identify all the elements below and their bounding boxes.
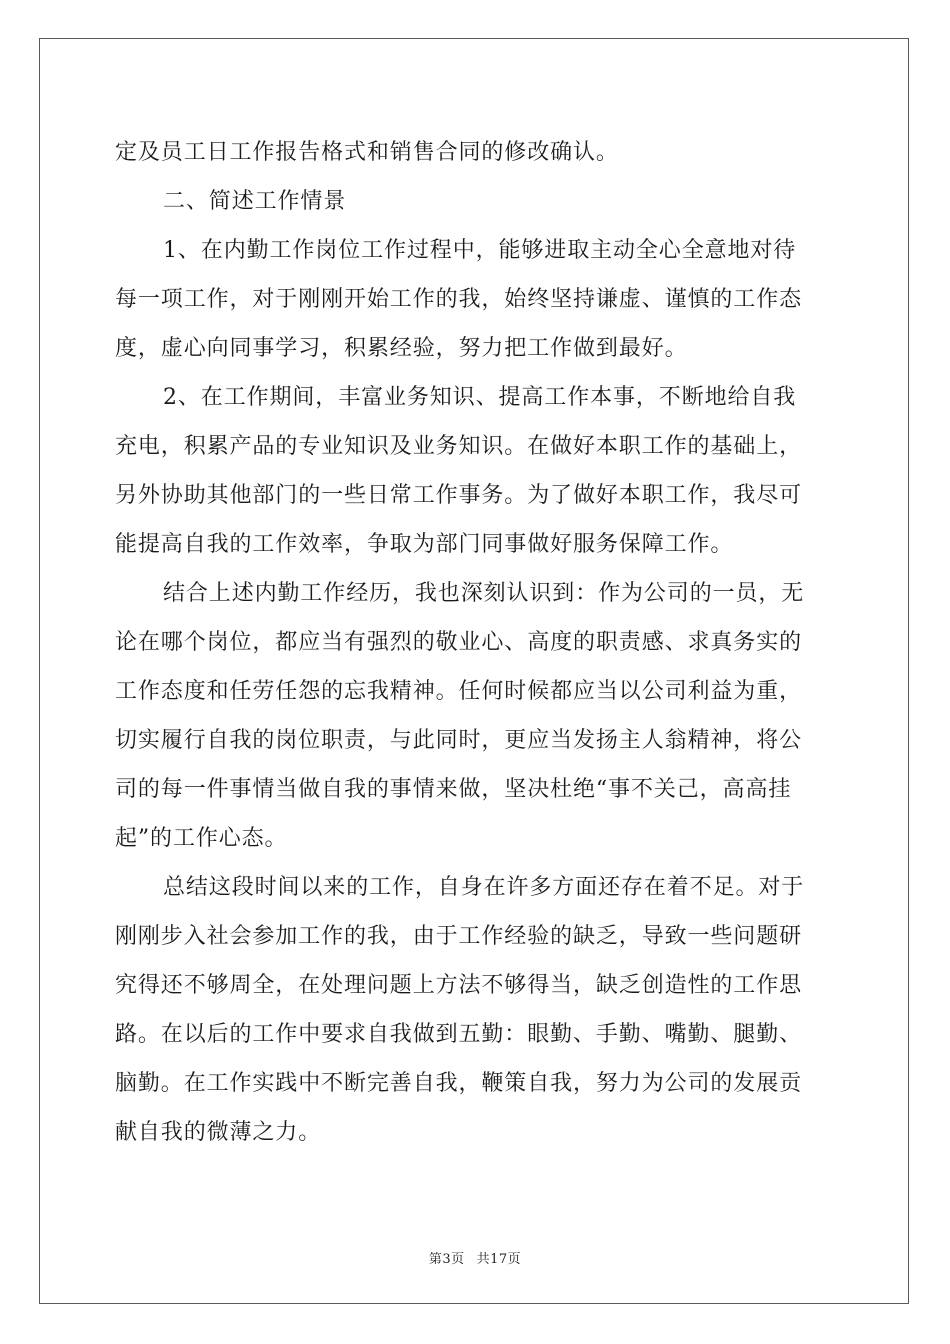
text-line: 司的每一件事情当做自我的事情来做，坚决杜绝“事不关己，高高挂: [115, 777, 792, 802]
text-line: 论在哪个岗位，都应当有强烈的敬业心、高度的职责感、求真务实的: [115, 630, 803, 655]
page-footer: [0, 1248, 950, 1267]
text-line: 定及员工日工作报告格式和销售合同的修改确认。: [115, 140, 619, 165]
text-line: 另外协助其他部门的一些日常工作事务。为了做好本职工作，我尽可: [115, 483, 803, 508]
page-number: 第3页: [428, 1252, 465, 1267]
text-line: 工作态度和任劳任怨的忘我精神。任何时候都应当以公司利益为重，: [115, 679, 803, 704]
text-line: 总结这段时间以来的工作，自身在许多方面还存在着不足。对于: [163, 875, 805, 900]
text-line: 切实履行自我的岗位职责，与此同时，更应当发扬主人翁精神，将公: [115, 728, 803, 753]
text-line: 献自我的微薄之力。: [115, 1120, 322, 1145]
page-total: 共17页: [476, 1252, 522, 1267]
text-line: 结合上述内勤工作经历，我也深刻认识到：作为公司的一员，无: [163, 581, 805, 606]
text-line: 刚刚步入社会参加工作的我，由于工作经验的缺乏，导致一些问题研: [115, 924, 803, 949]
text-line: 充电，积累产品的专业知识及业务知识。在做好本职工作的基础上，: [115, 434, 803, 459]
text-line: 脑勤。在工作实践中不断完善自我，鞭策自我，努力为公司的发展贡: [115, 1071, 803, 1096]
text-line: 究得还不够周全，在处理问题上方法不够得当，缺乏创造性的工作思: [115, 973, 803, 998]
text-line: 每一项工作，对于刚刚开始工作的我，始终坚持谦虚、谨慎的工作态: [115, 287, 803, 312]
text-line: 能提高自我的工作效率，争取为部门同事做好服务保障工作。: [115, 532, 734, 557]
section-heading: 二、简述工作情景: [163, 189, 347, 214]
document-body: [115, 128, 835, 1157]
text-line: 2、在工作期间，丰富业务知识、提高工作本事，不断地给自我: [163, 385, 797, 410]
text-line: 路。在以后的工作中要求自我做到五勤：眼勤、手勤、嘴勤、腿勤、: [115, 1022, 803, 1047]
text-line: 1、在内勤工作岗位工作过程中，能够进取主动全心全意地对待: [163, 238, 797, 263]
text-line: 起”的工作心态。: [115, 826, 288, 851]
text-line: 度，虚心向同事学习，积累经验，努力把工作做到最好。: [115, 336, 688, 361]
